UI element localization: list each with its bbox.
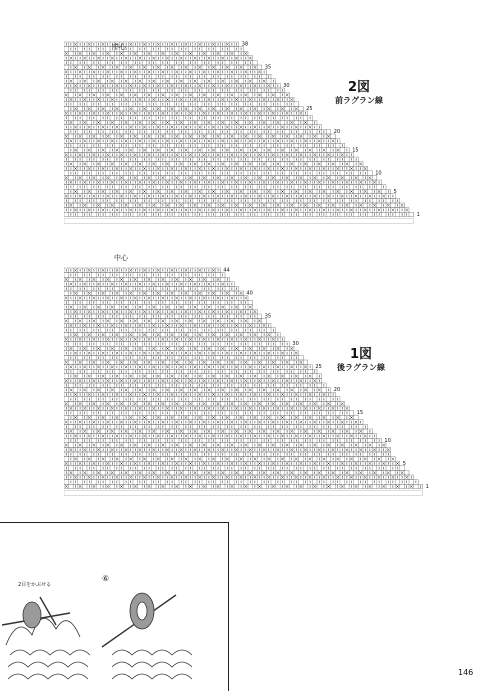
row-number: 15 (357, 410, 363, 416)
row-number: 30 (283, 83, 289, 89)
chart-2-subtitle: 前ラグラン線 (335, 95, 383, 106)
page-number: 146 (458, 668, 473, 677)
chart-2-center-label: 中心 (112, 42, 126, 52)
row-number: 40 (246, 291, 252, 297)
row-number: 25 (315, 364, 321, 370)
row-number: 5 (394, 189, 397, 195)
chart-1-title: 1図 (350, 343, 372, 362)
inset-note: 2目をかぶせる (18, 581, 51, 588)
row-number: 5 (403, 461, 406, 467)
technique-illustration (0, 585, 228, 690)
chart-2-grid (64, 28, 434, 238)
knitting-chart-1 (64, 260, 434, 510)
row-number: 1 (426, 484, 429, 490)
inset-step-number: ⑥ (102, 574, 109, 583)
chart-1-subtitle: 後ラグラン線 (337, 362, 385, 373)
row-number: 15 (352, 147, 358, 153)
row-number: 44 (223, 268, 229, 274)
row-number: 30 (292, 341, 298, 347)
row-number: 35 (265, 65, 271, 71)
knitting-chart-2 (64, 28, 434, 238)
chart-1-center-label: 中心 (114, 253, 128, 263)
row-number: 10 (384, 438, 390, 444)
row-number: 20 (334, 387, 340, 393)
row-number: 38 (242, 42, 248, 48)
row-number: 1 (417, 212, 420, 218)
chart-2-title: 2図 (348, 76, 370, 95)
chart-1-grid (64, 260, 434, 510)
row-number: 20 (334, 129, 340, 135)
row-number: 25 (306, 106, 312, 112)
row-number: 35 (265, 314, 271, 320)
row-number: 10 (375, 170, 381, 176)
